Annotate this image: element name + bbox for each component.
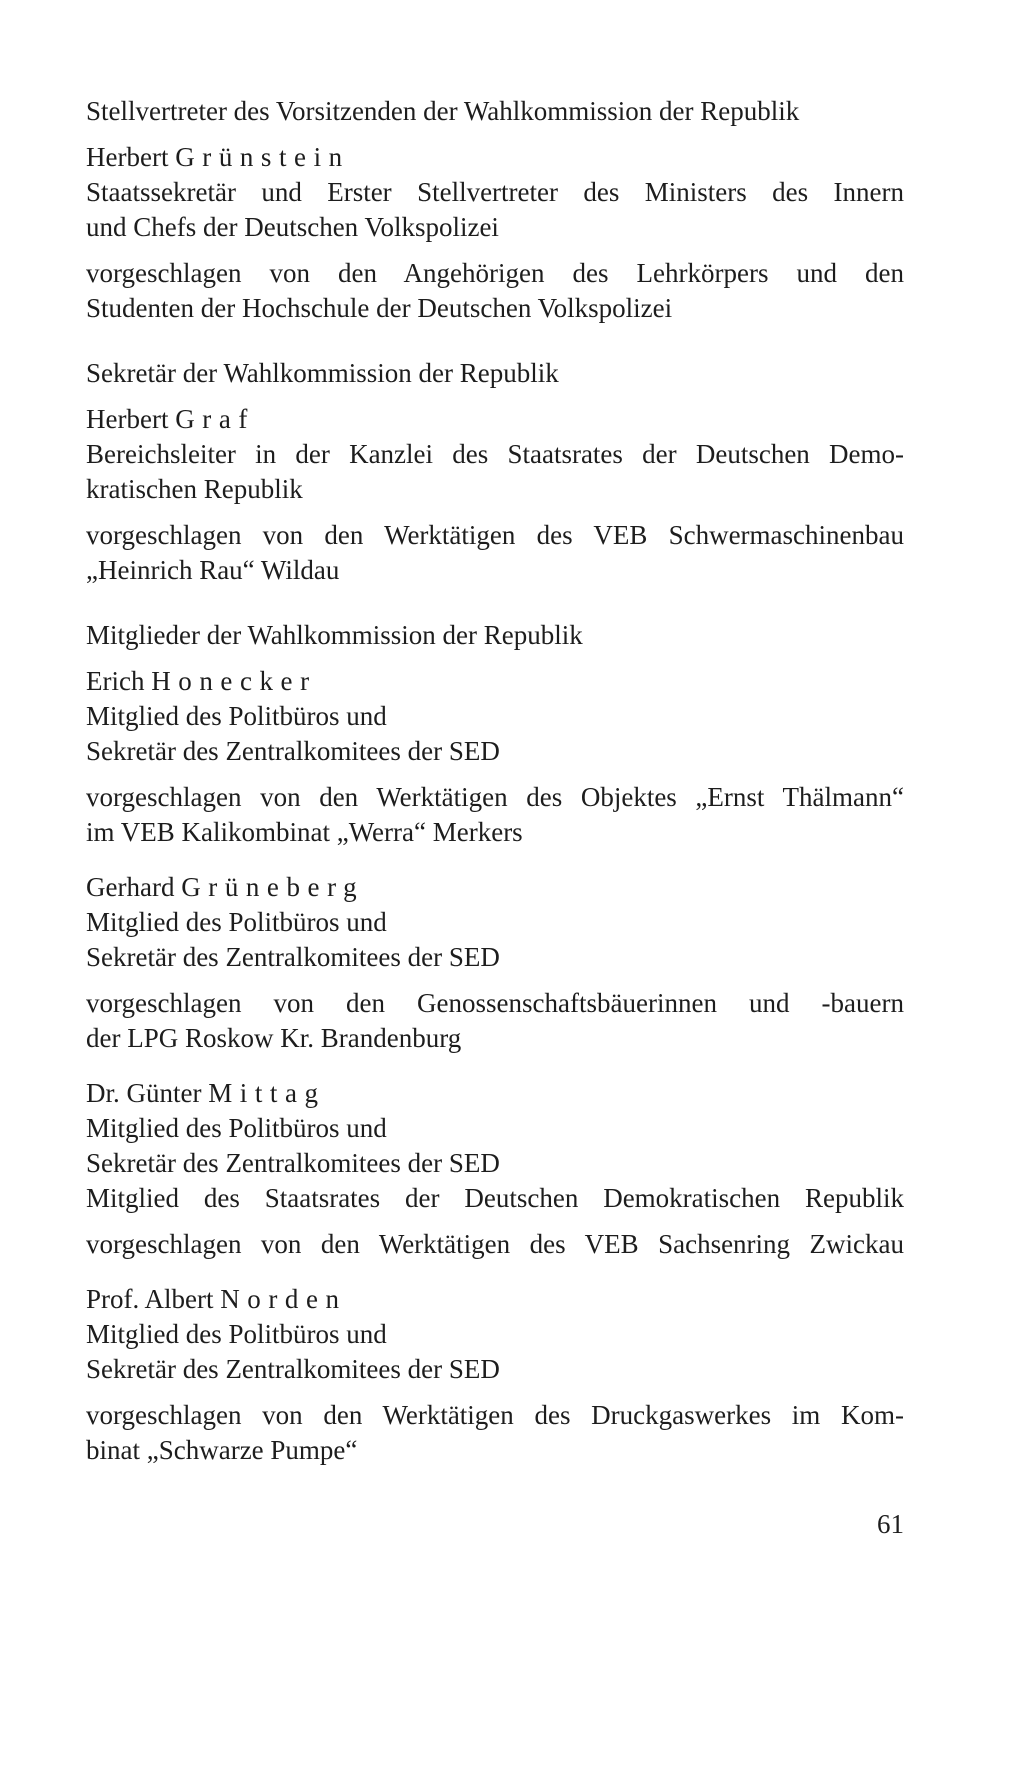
position-line: Mitglied des Staatsrates der Deutschen Demokratischen Republik	[86, 1183, 904, 1213]
first-name: Prof. Albert	[86, 1284, 214, 1314]
person-name	[86, 870, 904, 905]
position-line: Sekretär des Zentralkomitees der SED	[86, 942, 500, 972]
surname: Grüneberg	[181, 872, 365, 902]
position-line: und Chefs der Deutschen Volkspolizei	[86, 212, 499, 242]
position-line: Bereichsleiter in der Kanzlei des Staatsrates der Deutschen Demo-	[86, 439, 904, 469]
person-name	[86, 1076, 904, 1111]
position-line: Sekretär des Zentralkomitees der SED	[86, 1354, 500, 1384]
proposal-line: vorgeschlagen von den Genossenschaftsbäuerinnen und -bauern	[86, 988, 904, 1018]
position-line: Staatssekretär und Erster Stellvertreter des Ministers des Innern	[86, 177, 904, 207]
entry-grueneberg	[86, 870, 904, 1056]
person-name	[86, 664, 904, 699]
proposal-line: Studenten der Hochschule der Deutschen Volkspolizei	[86, 293, 673, 323]
proposal-line: binat „Schwarze Pumpe“	[86, 1435, 358, 1465]
person-name	[86, 1282, 904, 1317]
first-name: Gerhard	[86, 872, 175, 902]
proposal-line: vorgeschlagen von den Werktätigen des Objektes „Ernst Thälmann“	[86, 782, 904, 812]
first-name: Herbert	[86, 404, 169, 434]
proposal-line: vorgeschlagen von den Werktätigen des VEB Sachsenring Zwickau	[86, 1229, 904, 1259]
position-line: Mitglied des Politbüros und	[86, 1319, 387, 1349]
surname: Norden	[220, 1284, 347, 1314]
entry-gruenstein	[86, 140, 904, 326]
position-line: Mitglied des Politbüros und	[86, 701, 387, 731]
position-line: kratischen Republik	[86, 474, 303, 504]
proposal-line: im VEB Kalikombinat „Werra“ Merkers	[86, 817, 523, 847]
proposal-line: der LPG Roskow Kr. Brandenburg	[86, 1023, 462, 1053]
entry-mittag	[86, 1076, 904, 1262]
position-line: Sekretär des Zentralkomitees der SED	[86, 1148, 500, 1178]
position-line: Mitglied des Politbüros und	[86, 907, 387, 937]
surname: Mittag	[208, 1078, 326, 1108]
proposal-line: vorgeschlagen von den Angehörigen des Lehrkörpers und den	[86, 258, 904, 288]
proposal-line: „Heinrich Rau“ Wildau	[86, 555, 340, 585]
section-heading-mitglieder: Mitglieder der Wahlkommission der Republik	[86, 620, 583, 650]
first-name: Dr. Günter	[86, 1078, 202, 1108]
first-name: Erich	[86, 666, 145, 696]
entry-honecker	[86, 664, 904, 850]
section-heading-stellvertreter: Stellvertreter des Vorsitzenden der Wahlkommission der Republik	[86, 96, 800, 126]
person-name	[86, 140, 904, 175]
section-heading-sekretaer: Sekretär der Wahlkommission der Republik	[86, 358, 559, 388]
surname: Grünstein	[175, 142, 350, 172]
page-number: 61	[877, 1509, 904, 1539]
surname: Honecker	[151, 666, 317, 696]
entry-norden	[86, 1282, 904, 1468]
proposal-line: vorgeschlagen von den Werktätigen des VEB Schwermaschinenbau	[86, 520, 904, 550]
position-line: Mitglied des Politbüros und	[86, 1113, 387, 1143]
first-name: Herbert	[86, 142, 169, 172]
person-name	[86, 402, 904, 437]
position-line: Sekretär des Zentralkomitees der SED	[86, 736, 500, 766]
proposal-line: vorgeschlagen von den Werktätigen des Druckgaswerkes im Kom-	[86, 1400, 904, 1430]
entry-graf	[86, 402, 904, 588]
surname: Graf	[175, 404, 255, 434]
page-content	[86, 94, 904, 1468]
